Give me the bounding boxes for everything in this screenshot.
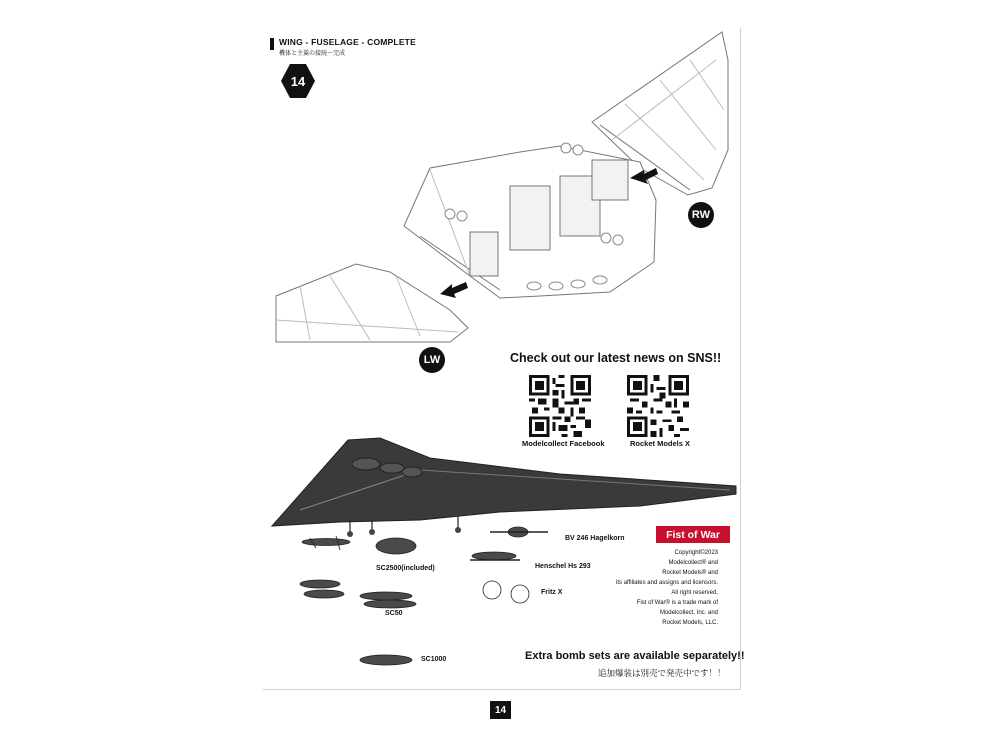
label-bv246: BV 246 Hagelkorn [565,535,625,542]
qr-label-facebook: Modelcollect Facebook [522,439,605,448]
copyright-line: Rocket Models, LLC. [662,620,718,626]
qr-label-x: Rocket Models X [630,439,691,448]
left-wing-label: LW [419,347,445,373]
right-wing-label: RW [688,202,714,228]
extra-bomb-sets-notice: Extra bomb sets are available separately!! [525,650,745,662]
label-sc50: SC50 [385,610,403,617]
copyright-line: Modelcollect, Inc. and [659,610,718,616]
copyright-line: Modelcollect® and [668,560,718,566]
step-number: 14 [290,74,306,89]
copyright-line: Rocket Models® and [662,570,718,576]
brand-logo: Fist of War [656,526,730,543]
step-subtitle: 機体と主翼の接続〜完成 [279,51,346,57]
label-sc1000: SC1000 [421,656,447,663]
left-wing-drawing [276,264,468,342]
label-sc2500: SC2500(included) [376,565,435,572]
aircraft-drawing [272,438,736,537]
qr-code-facebook[interactable] [529,375,591,437]
extra-bomb-sets-notice-jp: 追加爆装は別売で発売中です！！ [598,668,726,678]
label-fritzx: Fritz X [541,589,563,596]
center-section-drawing [404,143,656,298]
copyright-line: All right reserved. [671,590,718,596]
copyright-block [616,548,718,628]
qr-code-x[interactable] [627,375,689,437]
step-title: WING - FUSELAGE - COMPLETE [279,37,416,47]
copyright-line: Fist of War® is a trade mark of [636,600,718,606]
page-number: 14 [490,701,511,719]
label-hs293: Henschel Hs 293 [535,563,591,570]
copyright-line: Copyright©2023 [674,550,718,556]
copyright-line: its affiliates and assigns and licensors. [616,580,718,586]
sns-heading: Check out our latest news on SNS!! [510,351,722,365]
weapons-drawing [300,527,548,665]
